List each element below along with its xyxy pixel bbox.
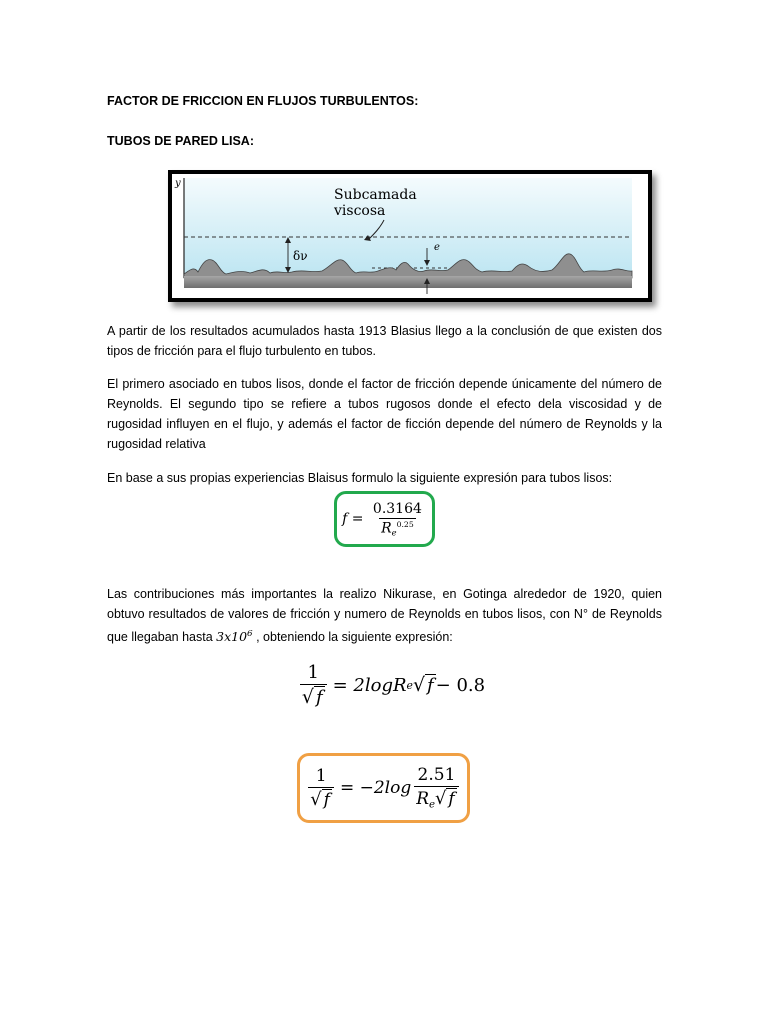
colebrook-lhs-numerator: 1 [315,766,327,786]
colebrook-equals-log: = −2log [339,778,412,798]
colebrook-lhs-radicand: f [323,790,330,810]
y-axis-label: y [175,178,181,189]
nikuradse-lhs-radicand: f [315,687,323,708]
blasius-equation [342,501,427,537]
nikuradse-reynolds-sub: e [406,678,413,692]
nikuradse-reynolds: R [392,674,407,696]
sublayer-title-line1: Subcamada [334,187,417,203]
colebrook-equation [305,765,461,811]
reynolds-exponent: 0.25 [396,519,414,529]
reynolds-limit-base: 3x10 [216,629,248,645]
colebrook-lhs-fraction [308,766,334,810]
reynolds-limit-math [216,629,253,644]
nikuradse-equation [296,657,486,713]
nikuradse-rhs-radicand: f [426,675,434,696]
e-label: e [434,242,440,253]
delta-label: δν [293,249,308,263]
paragraph-3: En base a sus propias experiencias Blaisus formulo la siguiente expresión para tubos lisos: [107,471,613,485]
nikuradse-lhs-numerator: 1 [307,662,319,683]
blasius-denominator [379,518,416,537]
viscous-sublayer-figure [168,170,652,302]
colebrook-equation-box [297,753,470,823]
reynolds-symbol: R [381,520,392,537]
colebrook-rhs-fraction [414,765,459,811]
colebrook-rhs-sqrt: √ f [435,788,455,810]
colebrook-reynolds-sub: e [429,799,436,811]
paragraph-4-text: Las contribuciones más importantes la realizo Nikurase, en Gotinga alrededor de 1920, quien obtuvo resultados de valores de fricción y numero de Reynolds en tubos lisos, con N° de Reynolds que llegaban hasta [107,587,662,645]
nikuradse-tail: − 0.8 [435,674,486,696]
colebrook-rhs-radicand: f [448,789,455,810]
nikuradse-lhs-sqrt: √ f [301,686,323,708]
colebrook-lhs-sqrt: √ f [310,789,330,810]
reynolds-limit-exponent: 6 [247,629,253,639]
paragraph-2: El primero asociado en tubos lisos, donde el factor de fricción depende únicamente del número de Reynolds. El segundo tipo se refiere a tubos rugosos donde el efecto dela viscosidad y de rugosidad influyen en el flujo, y además el factor de ficción depende del número de Reynolds y la rugosidad relativa [107,377,662,451]
sublayer-title-line2: viscosa [334,203,386,219]
blasius-lhs: f = [342,511,364,527]
nikuradse-rhs-sqrt: √ f [412,674,434,696]
sublayer-diagram [172,174,648,298]
nikuradse-equals-log: = 2log [332,674,393,696]
paragraph-1: A partir de los resultados acumulados hasta 1913 Blasius llego a la conclusión de que existen dos tipos de fricción para el flujo turbulento en tubos. [107,324,662,358]
colebrook-reynolds: R [416,789,430,810]
paragraph-4-tail: , obteniendo la siguiente expresión: [252,630,453,645]
title-heading: FACTOR DE FRICCION EN FLUJOS TURBULENTOS: [107,94,419,108]
pipe-wall [184,276,632,288]
blasius-numerator: 0.3164 [372,500,422,517]
blasius-fraction [371,501,424,537]
nikuradse-lhs-fraction [300,662,327,708]
colebrook-rhs-numerator: 2.51 [417,765,456,786]
subtitle-heading: TUBOS DE PARED LISA: [107,134,254,148]
blasius-equation-box [334,491,435,547]
paragraph-4 [107,584,662,647]
reynolds-subscript: e [391,527,397,538]
